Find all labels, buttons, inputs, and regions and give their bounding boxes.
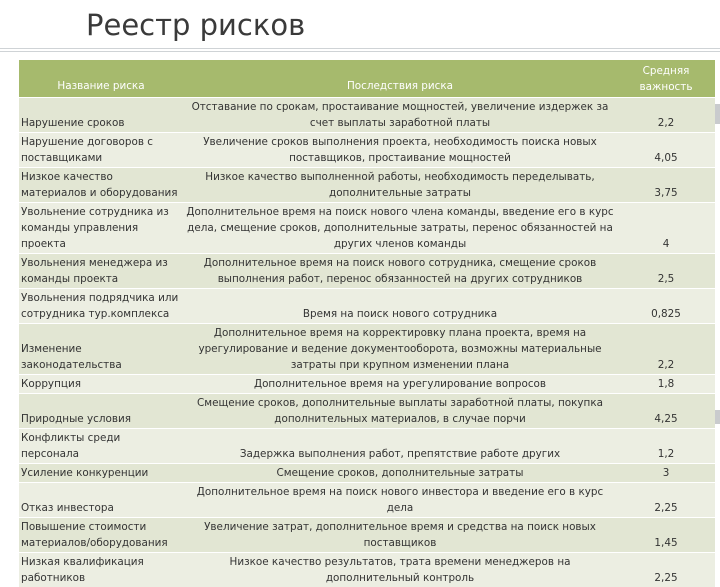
risk-consequence-cell: Низкое качество результатов, трата времени менеджеров на дополнительный контроль xyxy=(183,553,617,587)
table-row xyxy=(19,98,715,133)
risk-average-cell: 4,25 xyxy=(617,394,715,429)
risk-consequence-cell: Смещение сроков, дополнительные выплаты заработной платы, покупка дополнительных материалов, в случае порчи xyxy=(183,394,617,429)
risk-consequence-cell: Дополнительное время на поиск нового инвестора и введение его в курс дела xyxy=(183,483,617,518)
risk-consequence-cell: Дополнительное время на урегулирование вопросов xyxy=(183,375,617,394)
risk-average-cell: 0,825 xyxy=(617,289,715,324)
slide-title: Реестр рисков xyxy=(86,8,305,42)
table-row xyxy=(19,375,715,394)
risk-consequence-cell: Отставание по срокам, простаивание мощностей, увеличение издержек за счет выплаты заработной платы xyxy=(183,98,617,133)
risk-consequence-cell: Время на поиск нового сотрудника xyxy=(183,289,617,324)
risk-consequence-cell: Дополнительное время на поиск нового сотрудника, смещение сроков выполнения работ, перенос обязанностей на других сотрудников xyxy=(183,254,617,289)
risk-name-cell: Нарушение сроков xyxy=(19,98,183,133)
risk-consequence-cell: Низкое качество выполненной работы, необходимость переделывать, дополнительные затраты xyxy=(183,168,617,203)
risk-name-cell: Конфликты среди персонала xyxy=(19,429,183,464)
table-row xyxy=(19,553,715,587)
table-row xyxy=(19,203,715,254)
risk-average-cell: 2,2 xyxy=(617,324,715,375)
title-divider-line-secondary xyxy=(0,51,720,52)
table-row xyxy=(19,289,715,324)
risk-name-cell: Изменение законодательства xyxy=(19,324,183,375)
risk-name-cell: Увольнение сотрудника из команды управления проекта xyxy=(19,203,183,254)
risk-register-table xyxy=(19,60,715,587)
risk-name-cell: Природные условия xyxy=(19,394,183,429)
risk-consequence-cell: Дополнительное время на поиск нового члена команды, введение его в курс дела, смещение сроков, дополнительные затраты, перенос обязанностей на других членов команды xyxy=(183,203,617,254)
table-row xyxy=(19,518,715,553)
risk-average-cell: 2,2 xyxy=(617,98,715,133)
risk-average-cell: 3,75 xyxy=(617,168,715,203)
risk-name-cell: Отказ инвестора xyxy=(19,483,183,518)
table-row xyxy=(19,254,715,289)
header-risk-consequences: Последствия риска xyxy=(183,60,617,98)
risk-name-cell: Повышение стоимости материалов/оборудования xyxy=(19,518,183,553)
risk-name-cell: Увольнения менеджера из команды проекта xyxy=(19,254,183,289)
header-average-importance: Средняя важность xyxy=(617,60,715,98)
title-divider-line xyxy=(0,48,720,49)
table-row xyxy=(19,324,715,375)
risk-name-cell: Низкая квалификация работников xyxy=(19,553,183,587)
risk-consequence-cell: Увеличение сроков выполнения проекта, необходимость поиска новых поставщиков, простаивание мощностей xyxy=(183,133,617,168)
risk-name-cell: Увольнения подрядчика или сотрудника тур.комплекса xyxy=(19,289,183,324)
risk-name-cell: Коррупция xyxy=(19,375,183,394)
risk-average-cell: 2,25 xyxy=(617,483,715,518)
risk-average-cell: 2,25 xyxy=(617,553,715,587)
table-row xyxy=(19,133,715,168)
table-row xyxy=(19,464,715,483)
risk-consequence-cell: Смещение сроков, дополнительные затраты xyxy=(183,464,617,483)
table-row xyxy=(19,394,715,429)
table-row xyxy=(19,168,715,203)
risk-name-cell: Нарушение договоров с поставщиками xyxy=(19,133,183,168)
risk-average-cell: 4,05 xyxy=(617,133,715,168)
table-header-row xyxy=(19,60,715,98)
risk-average-cell: 3 xyxy=(617,464,715,483)
risk-consequence-cell: Дополнительное время на корректировку плана проекта, время на урегулирование и ведение документооборота, возможны материальные затраты при крупном изменении плана xyxy=(183,324,617,375)
risk-name-cell: Низкое качество материалов и оборудования xyxy=(19,168,183,203)
table-row xyxy=(19,429,715,464)
risk-average-cell: 4 xyxy=(617,203,715,254)
risk-consequence-cell: Увеличение затрат, дополнительное время и средства на поиск новых поставщиков xyxy=(183,518,617,553)
risk-average-cell: 1,2 xyxy=(617,429,715,464)
risk-average-cell: 1,8 xyxy=(617,375,715,394)
table-row xyxy=(19,483,715,518)
risk-name-cell: Усиление конкуренции xyxy=(19,464,183,483)
risk-average-cell: 2,5 xyxy=(617,254,715,289)
risk-average-cell: 1,45 xyxy=(617,518,715,553)
risk-consequence-cell: Задержка выполнения работ, препятствие работе других xyxy=(183,429,617,464)
header-risk-name: Название риска xyxy=(19,60,183,98)
